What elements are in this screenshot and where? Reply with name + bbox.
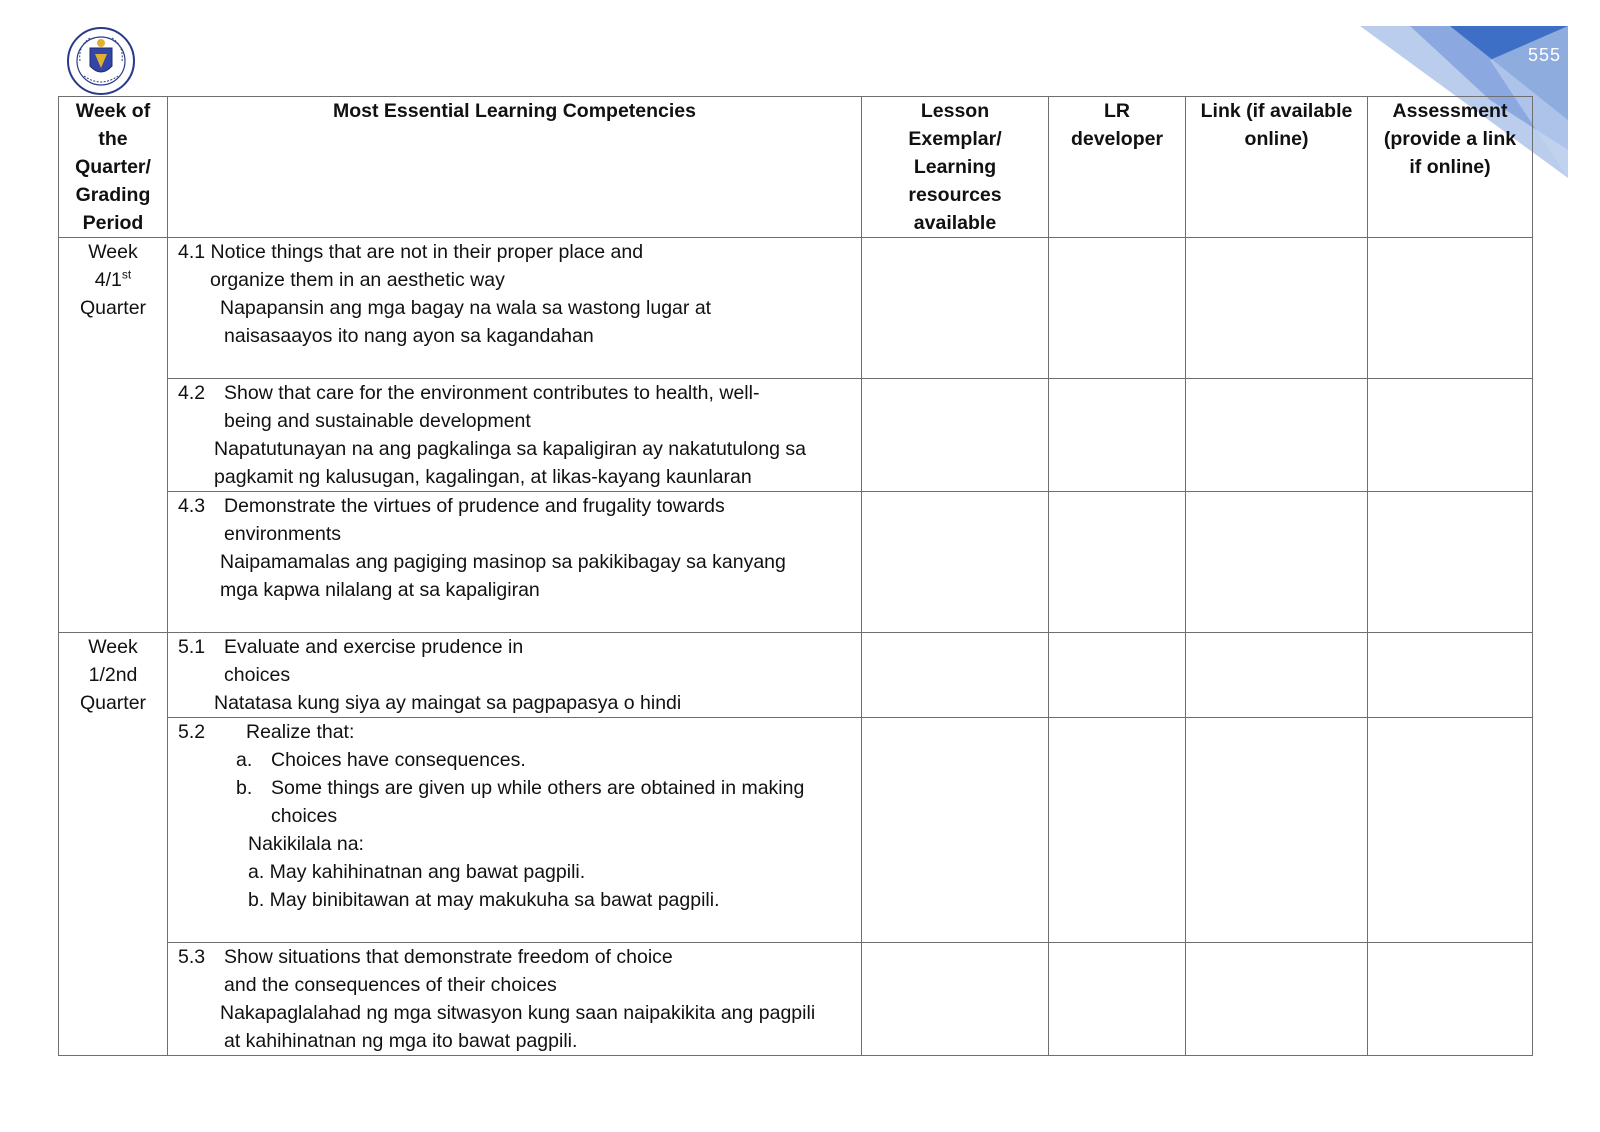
lr-cell <box>1049 943 1186 1056</box>
link-cell <box>1186 718 1368 943</box>
lr-cell <box>1049 718 1186 943</box>
lr-cell <box>1049 238 1186 379</box>
page-number: 555 <box>1528 45 1562 65</box>
table-row <box>59 492 1533 633</box>
header-assessment: Assessment (provide a link if online) <box>1368 97 1533 238</box>
week-cell-q1: Week 4/1st Quarter <box>59 238 168 633</box>
table-row <box>59 718 1533 943</box>
assessment-cell <box>1368 238 1533 379</box>
lesson-cell <box>862 718 1049 943</box>
table-row <box>59 379 1533 492</box>
competency-5-2: 5.2 Realize that: a. Choices have consequences. b. Some things are given up while others are obtained in making choices Nakikilala na: a. May kahihinatnan ang bawat pagpili. b. May binibitawan at may makukuha sa bawat pagpili. <box>168 718 862 943</box>
assessment-cell <box>1368 492 1533 633</box>
table-row <box>59 943 1533 1056</box>
link-cell <box>1186 633 1368 718</box>
header-link: Link (if available online) <box>1186 97 1368 238</box>
table-row <box>59 633 1533 718</box>
lr-cell <box>1049 492 1186 633</box>
assessment-cell <box>1368 943 1533 1056</box>
deped-seal-logo <box>66 26 136 96</box>
lesson-cell <box>862 492 1049 633</box>
header-lr-developer: LR developer <box>1049 97 1186 238</box>
competency-5-1: 5.1 Evaluate and exercise prudence in choices Natatasa kung siya ay maingat sa pagpapasya o hindi <box>168 633 862 718</box>
table-row <box>59 238 1533 379</box>
assessment-cell <box>1368 633 1533 718</box>
header-row <box>59 97 1533 238</box>
link-cell <box>1186 943 1368 1056</box>
lr-cell <box>1049 633 1186 718</box>
lesson-cell <box>862 379 1049 492</box>
lesson-cell <box>862 238 1049 379</box>
link-cell <box>1186 379 1368 492</box>
assessment-cell <box>1368 718 1533 943</box>
header-lesson-exemplar: Lesson Exemplar/ Learning resources available <box>862 97 1049 238</box>
assessment-cell <box>1368 379 1533 492</box>
competency-5-3: 5.3 Show situations that demonstrate freedom of choice and the consequences of their choices Nakapaglalahad ng mga sitwasyon kung saan naipakikita ang pagpili at kahihinatnan ng mga ito bawat pagpili. <box>168 943 862 1056</box>
lesson-cell <box>862 943 1049 1056</box>
week-cell-q2: Week 1/2nd Quarter <box>59 633 168 1056</box>
link-cell <box>1186 492 1368 633</box>
competency-4-2: 4.2 Show that care for the environment contributes to health, well- being and sustainable development Napatutunayan na ang pagkalinga sa kapaligiran ay nakatutulong sa pagkamit ng kalusugan, kagalingan, at likas-kayang kaunlaran <box>168 379 862 492</box>
link-cell <box>1186 238 1368 379</box>
header-melc: Most Essential Learning Competencies <box>168 97 862 238</box>
melc-table <box>58 96 1533 1056</box>
header-week: Week of the Quarter/ Grading Period <box>59 97 168 238</box>
competency-4-3: 4.3 Demonstrate the virtues of prudence and frugality towards environments Naipamamalas ang pagiging masinop sa pakikibagay sa kanyang mga kapwa nilalang at sa kapaligiran <box>168 492 862 633</box>
competency-4-1: 4.1 Notice things that are not in their proper place and organize them in an aesthetic way Napapansin ang mga bagay na wala sa wastong lugar at naisasaayos ito nang ayon sa kagandahan <box>168 238 862 379</box>
lesson-cell <box>862 633 1049 718</box>
lr-cell <box>1049 379 1186 492</box>
